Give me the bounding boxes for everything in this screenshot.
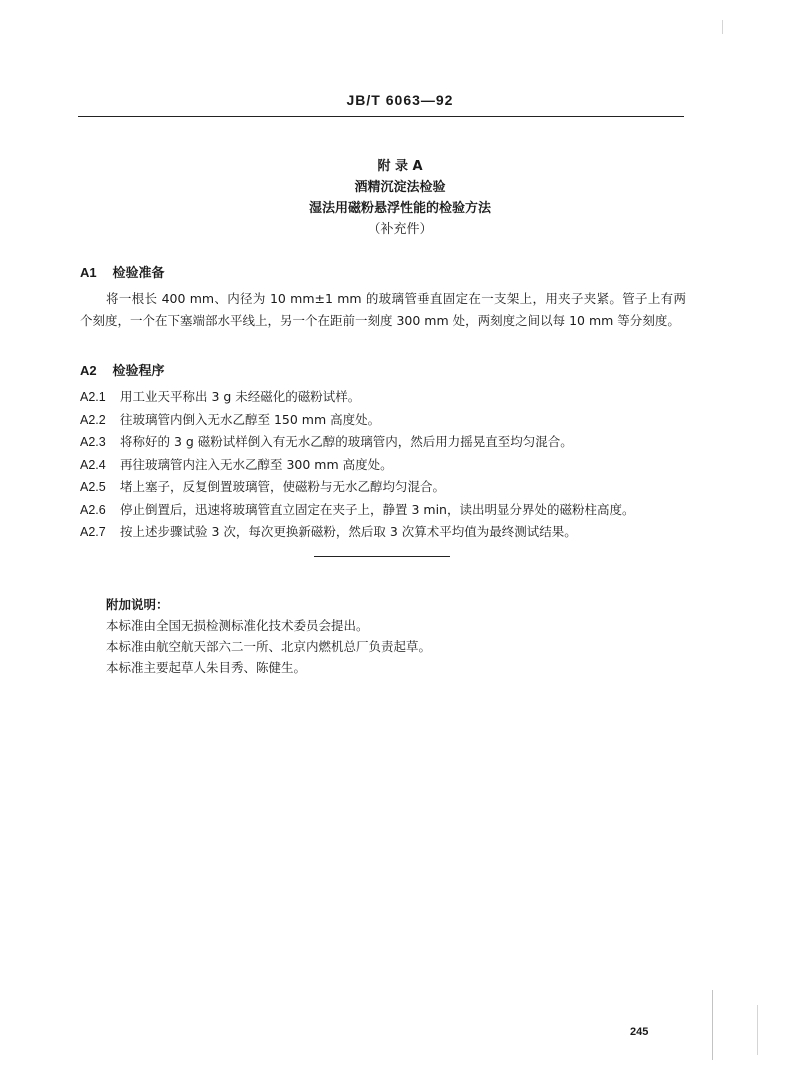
scan-artifact [722,20,723,34]
step-text: 用工业天平称出 3 g 未经磁化的磁粉试样。 [120,389,361,404]
step-number: A2.7 [80,525,106,539]
notes-line: 本标准由航空航天部六二一所、北京内燃机总厂负责起草。 [106,639,432,654]
appendix-label: 附 录 A [377,159,423,174]
step-number: A2.6 [80,502,106,517]
title-line-2: 湿法用磁粉悬浮性能的检验方法 [308,201,491,216]
scan-artifact [712,990,713,1060]
notes-line: 本标准由全国无损检测标准化技术委员会提出。 [106,618,369,633]
step-item [80,499,690,522]
step-number: A2.1 [80,390,106,404]
step-number: A2.4 [80,457,106,472]
section-title: 检验程序 [112,364,165,379]
step-item [80,409,690,432]
section-a1-body: 将一根长 400 mm、内径为 10 mm±1 mm 的玻璃管垂直固定在一支架上，用夹子夹紧。管子上有两个刻度，一个在下塞端部水平线上，另一个在距前一刻度 300 mm 处，两刻度之间以每 10 mm 等分刻度。 [80,291,686,328]
step-item [80,431,690,454]
scan-artifact [757,1005,758,1055]
section-a1-heading [80,262,165,281]
step-number: A2.5 [80,480,106,494]
step-text: 堵上塞子，反复倒置玻璃管，使磁粉与无水乙醇均匀混合。 [120,479,446,494]
step-number: A2.2 [80,412,106,427]
notes-heading: 附加说明： [106,597,169,612]
section-number: A2 [80,363,97,378]
title-block [0,156,800,240]
step-text: 将称好的 3 g 磁粉试样倒入有无水乙醇的玻璃管内，然后用力摇晃直至均匀混合。 [120,434,573,449]
title-note: （补充件） [367,222,433,237]
standard-code: JB/T 6063—92 [346,92,454,108]
additional-notes [106,594,666,678]
step-text: 再往玻璃管内注入无水乙醇至 300 mm 高度处。 [120,456,393,472]
step-text: 按上述步骤试验 3 次，每次更换新磁粉，然后取 3 次算术平均值为最终测试结果。 [120,524,577,539]
step-text: 停止倒置后，迅速将玻璃管直立固定在夹子上，静置 3 min，读出明显分界处的磁粉柱高度。 [120,501,635,517]
step-item [80,386,690,409]
notes-line: 本标准主要起草人朱目秀、陈健生。 [106,660,307,675]
section-a2-heading [80,360,165,379]
page-number: 245 [630,1026,649,1038]
step-item [80,521,690,544]
step-item [80,476,690,499]
header-divider [78,116,684,117]
section-divider [314,556,450,557]
title-line-1: 酒精沉淀法检验 [354,180,446,195]
step-number: A2.3 [80,435,106,449]
procedure-steps [80,386,690,544]
step-text: 往玻璃管内倒入无水乙醇至 150 mm 高度处。 [120,411,381,427]
section-number: A1 [80,265,97,280]
step-item [80,454,690,477]
section-title: 检验准备 [112,266,165,281]
